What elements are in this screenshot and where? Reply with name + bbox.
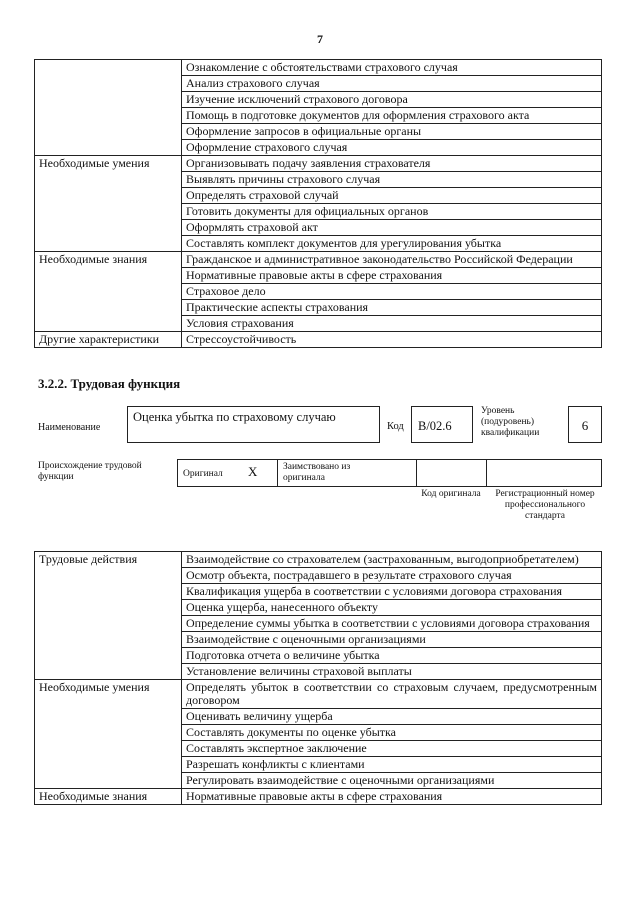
borrowed-label: Заимствовано из оригинала bbox=[283, 462, 351, 483]
row-item: Практические аспекты страхования bbox=[182, 300, 602, 316]
row-item: Страховое дело bbox=[182, 284, 602, 300]
original-code-box bbox=[416, 459, 487, 487]
row-label: Трудовые действия bbox=[35, 552, 182, 680]
level-value-box bbox=[568, 406, 602, 443]
row-label: Необходимые умения bbox=[35, 680, 182, 789]
row-item: Выявлять причины страхового случая bbox=[182, 172, 602, 188]
function-details-table bbox=[34, 551, 602, 805]
reg-number-box bbox=[486, 459, 602, 487]
row-item: Квалификация ущерба в соответствии с условиями договора страхования bbox=[182, 584, 602, 600]
level-value: 6 bbox=[581, 418, 589, 433]
row-item: Оформление страхового случая bbox=[182, 140, 602, 156]
row-item: Нормативные правовые акты в сфере страхования bbox=[182, 789, 602, 805]
section-title: 3.2.2. Трудовая функция bbox=[38, 376, 181, 391]
table-row bbox=[35, 332, 602, 348]
row-item: Составлять комплект документов для урегулирования убытка bbox=[182, 236, 602, 252]
row-item: Анализ страхового случая bbox=[182, 76, 602, 92]
table-row bbox=[35, 156, 602, 172]
page-number: 7 bbox=[317, 32, 323, 46]
row-label bbox=[35, 60, 182, 156]
skills-table-continued bbox=[34, 59, 602, 348]
function-name: Оценка убытка по страховому случаю bbox=[133, 410, 336, 424]
row-item: Определение суммы убытка в соответствии с условиями договора страхования bbox=[182, 616, 602, 632]
row-label: Необходимые знания bbox=[35, 789, 182, 805]
row-label: Необходимые знания bbox=[35, 252, 182, 332]
row-item: Взаимодействие со страхователем (застрахованным, выгодоприобретателем) bbox=[182, 552, 602, 568]
table-row bbox=[35, 789, 602, 805]
row-item: Стрессоустойчивость bbox=[182, 332, 602, 348]
name-value-box bbox=[127, 406, 380, 443]
level-label: Уровень (подуровень) квалификации bbox=[481, 406, 540, 438]
row-item: Организовывать подачу заявления страхователя bbox=[182, 156, 602, 172]
original-mark: X bbox=[248, 464, 258, 479]
code-label: Код bbox=[387, 421, 404, 432]
row-item: Оценивать величину ущерба bbox=[182, 709, 602, 725]
function-code: B/02.6 bbox=[418, 419, 452, 433]
row-item: Составлять экспертное заключение bbox=[182, 741, 602, 757]
row-item: Установление величины страховой выплаты bbox=[182, 664, 602, 680]
row-item: Гражданское и административное законодательство Российской Федерации bbox=[182, 252, 602, 268]
row-item: Определять страховой случай bbox=[182, 188, 602, 204]
original-label: Оригинал bbox=[183, 469, 223, 479]
table-row bbox=[35, 552, 602, 568]
row-item: Нормативные правовые акты в сфере страхования bbox=[182, 268, 602, 284]
origin-label: Происхождение трудовой функции bbox=[38, 461, 142, 482]
row-item: Изучение исключений страхового договора bbox=[182, 92, 602, 108]
code-value-box bbox=[411, 406, 473, 443]
row-item: Взаимодействие с оценочными организациями bbox=[182, 632, 602, 648]
name-label: Наименование bbox=[38, 422, 101, 433]
row-item: Разрешать конфликты с клиентами bbox=[182, 757, 602, 773]
row-item: Условия страхования bbox=[182, 316, 602, 332]
row-item: Определять убыток в соответствии со страховым случаем, предусмотренным договором bbox=[182, 680, 602, 709]
table-row bbox=[35, 680, 602, 709]
reg-caption: Регистрационный номер профессионального стандарта bbox=[495, 489, 595, 521]
row-item: Подготовка отчета о величине убытка bbox=[182, 648, 602, 664]
row-item: Оформление запросов в официальные органы bbox=[182, 124, 602, 140]
row-item: Оформлять страховой акт bbox=[182, 220, 602, 236]
row-item: Оценка ущерба, нанесенного объекту bbox=[182, 600, 602, 616]
row-item: Готовить документы для официальных органов bbox=[182, 204, 602, 220]
original-box bbox=[177, 459, 278, 487]
row-item: Помощь в подготовке документов для оформления страхового акта bbox=[182, 108, 602, 124]
borrowed-box bbox=[277, 459, 417, 487]
code-caption: Код оригинала bbox=[421, 489, 481, 499]
row-item: Составлять документы по оценке убытка bbox=[182, 725, 602, 741]
row-item: Ознакомление с обстоятельствами страхового случая bbox=[182, 60, 602, 76]
table-row bbox=[35, 60, 602, 76]
row-item: Регулировать взаимодействие с оценочными организациями bbox=[182, 773, 602, 789]
row-label: Необходимые умения bbox=[35, 156, 182, 252]
row-item: Осмотр объекта, пострадавшего в результате страхового случая bbox=[182, 568, 602, 584]
row-label: Другие характеристики bbox=[35, 332, 182, 348]
table-row bbox=[35, 252, 602, 268]
